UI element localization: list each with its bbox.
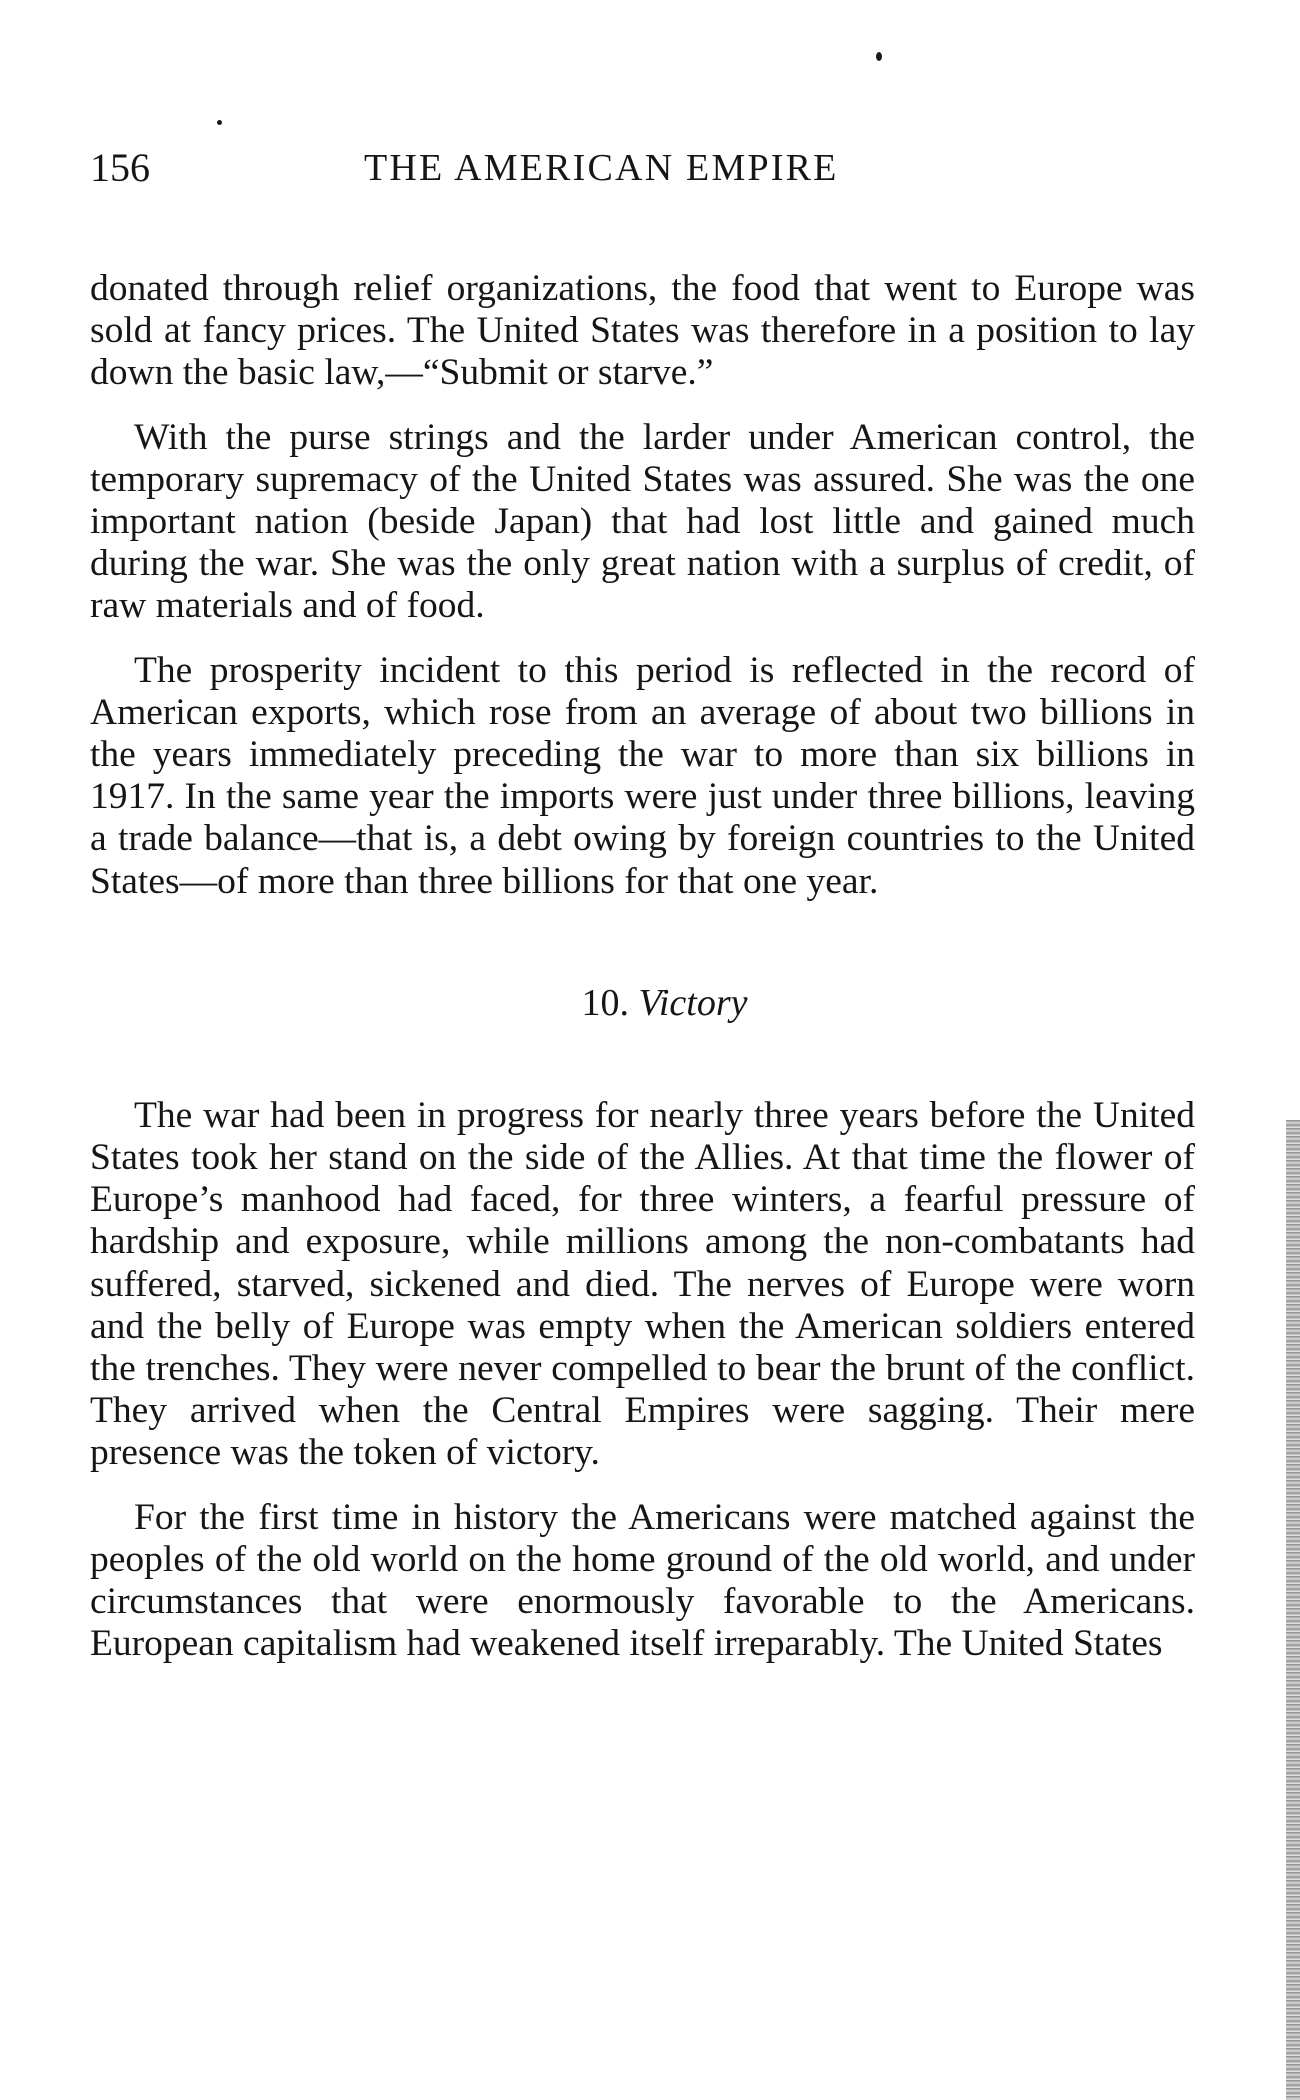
section-heading: [90, 981, 1195, 1025]
print-speck: [876, 52, 882, 61]
body-text: [90, 268, 1195, 1665]
paragraph: With the purse strings and the larder under American control, the temporary supremacy of the United States was assured. She was the one important nation (beside Japan) that had lost little and gained much during the war. She was the only great nation with a surplus of credit, of raw materials and of food.: [90, 416, 1195, 627]
page-header: [90, 140, 1195, 196]
paragraph: The prosperity incident to this period is reflected in the record of American exports, which rose from an average of about two billions in the years immediately preceding the war to more than six billions in 1917. In the same year the imports were just under three billions, leaving a trade balance—that is, a debt owing by foreign countries to the United States—of more than three billions for that one year.: [90, 649, 1195, 902]
section-title: Victory: [638, 981, 748, 1024]
running-head: THE AMERICAN EMPIRE: [364, 147, 839, 189]
page-edge-shadow: [1286, 1120, 1300, 2100]
print-speck: [217, 120, 222, 125]
section-number: 10.: [581, 981, 629, 1024]
paragraph: The war had been in progress for nearly three years before the United States took her stand on the side of the Allies. At that time the flower of Europe’s manhood had faced, for three winters, a fearful pressure of hardship and exposure, while millions among the non-combatants had suffered, starved, sickened and died. The nerves of Europe were worn and the belly of Europe was empty when the American soldiers entered the trenches. They were never compelled to bear the brunt of the conflict. They arrived when the Central Empires were sagging. Their mere presence was the token of victory.: [90, 1094, 1195, 1474]
paragraph: donated through relief organizations, the food that went to Europe was sold at fancy prices. The United States was therefore in a position to lay down the basic law,—“Submit or starve.”: [90, 268, 1195, 394]
paragraph: For the first time in history the Americans were matched against the peoples of the old world on the home ground of the old world, and under circumstances that were enormously favorable to the Americans. European capitalism had weakened itself irreparably. The United States: [90, 1496, 1195, 1665]
page-number: 156: [90, 145, 150, 190]
